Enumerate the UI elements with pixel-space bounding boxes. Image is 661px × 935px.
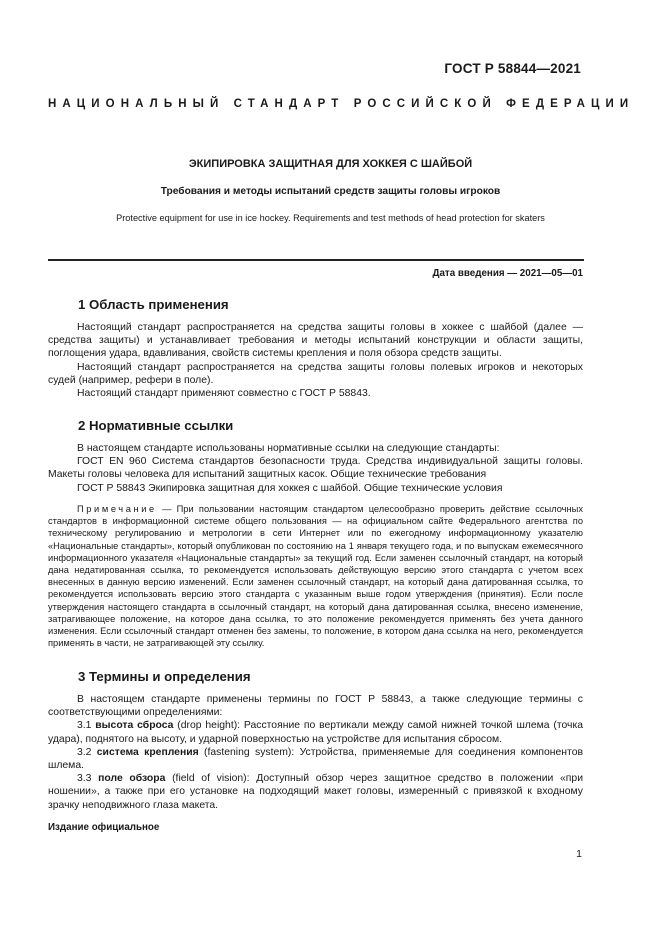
introduction-date: Дата введения — 2021—05—01	[432, 268, 583, 279]
term-3-1	[48, 719, 583, 745]
note-text: — При пользовании настоящим стандартом целесообразно проверить действие ссылочных стандартов в информационной системе общего пользования — на официальном сайте Федерального агентства по техническому регулированию и метрологии в сети Интернет или по ежегодному информационному указателю «Национальные стандарты», который опубликован по состоянию на 1 января текущего года, и по выпускам ежемесячного информационного указателя «Национальные стандарты» за текущий год. Если заменен ссылочный стандарт, на который дана недатированная ссылка, то рекомендуется использовать действующую версию этого стандарта с учетом всех внесенных в данную версию изменений. Если заменен ссылочный стандарт, на который дана датированная ссылка, то рекомендуется использовать версию этого стандарта с указанным выше годом утверждения (принятия). Если после утверждения настоящего стандарта в ссылочный стандарт, на который дана датированная ссылка, внесено изменение, затрагивающее положение, на которое дана ссылка, то это положение рекомендуется применять без учета данного изменения. Если ссылочный стандарт отменен без замены, то положение, в котором дана ссылка на него, рекомендуется применять в части, не затрагивающей эту ссылку.	[48, 504, 583, 649]
document-title: ЭКИПИРОВКА ЗАЩИТНАЯ ДЛЯ ХОККЕЯ С ШАЙБОЙ	[188, 158, 473, 170]
section-3-body	[48, 693, 583, 812]
term-number: 3.2	[77, 746, 97, 758]
section-2-paragraph: В настоящем стандарте использованы нормативные ссылки на следующие стандарты:	[77, 443, 500, 454]
section-2-body	[48, 442, 583, 495]
reference-gost-r-58843: ГОСТ Р 58843 Экипировка защитная для хоккея с шайбой. Общие технические условия	[77, 482, 503, 494]
section-1-heading: 1 Область применения	[78, 297, 229, 312]
term-definition: (field of vision): Доступный обзор через защитное средство в положении «при ношении», а также при его установке на подходящий макет головы, измеренный с привязкой к входному зрачку неподвижного глаза макета.	[48, 773, 584, 811]
document-number: ГОСТ Р 58844—2021	[444, 61, 581, 76]
term-name: высота сброса	[95, 720, 174, 732]
reference-gost-en-960: ГОСТ EN 960 Система стандартов безопасности труда. Средства индивидуальной защиты головы. Макеты головы человека для испытаний защитных касок. Общие технические требования	[48, 456, 583, 481]
term-number: 3.1	[77, 720, 96, 732]
section-1-paragraph: Настоящий стандарт распространяется на средства защиты головы полевых игроков и некоторых судей (например, рефери в поле).	[48, 361, 583, 386]
term-name: поле обзора	[98, 773, 166, 785]
page-number: 1	[576, 848, 582, 860]
section-1-paragraph: Настоящий стандарт применяют совместно с ГОСТ Р 58843.	[77, 388, 371, 400]
section-2-heading: 2 Нормативные ссылки	[78, 418, 234, 433]
term-name: система крепления	[96, 746, 199, 758]
section-1-paragraph: Настоящий стандарт распространяется на средства защиты головы в хоккее с шайбой (далее — средства защиты) и устанавливает требования и методы испытаний конструкции и области защиты, поглощения удара, вдавливания, свойств системы крепления и поля обзора средств защиты.	[48, 322, 583, 360]
section-2-note	[48, 503, 583, 649]
term-3-3	[48, 772, 583, 812]
section-3-paragraph: В настоящем стандарте применены термины по ГОСТ Р 58843, а также следующие термины с соответствующими определениями:	[48, 694, 583, 719]
section-3-heading: 3 Термины и определения	[78, 669, 251, 684]
term-3-2	[48, 746, 583, 772]
note-label: Примечание	[77, 504, 157, 514]
section-1-body	[48, 321, 583, 400]
title-divider	[48, 259, 584, 261]
term-number: 3.3	[77, 773, 99, 785]
english-title: Protective equipment for use in ice hockey. Requirements and test methods of head protection for skaters	[116, 213, 545, 223]
official-edition-label: Издание официальное	[48, 822, 160, 833]
term-definition: (fastening system): Устройства, применяемые для соединения компонентов шлема.	[48, 746, 583, 772]
document-subtitle: Требования и методы испытаний средств защиты головы игроков	[160, 186, 501, 197]
national-standard-banner: НАЦИОНАЛЬНЫЙ СТАНДАРТ РОССИЙСКОЙ ФЕДЕРАЦИИ	[48, 98, 635, 110]
term-definition: (drop height): Расстояние по вертикали между самой нижней точкой шлема (точка удара), поднятого на высоту, и ударной поверхностью на устройстве для испытания сбросом.	[48, 720, 584, 745]
